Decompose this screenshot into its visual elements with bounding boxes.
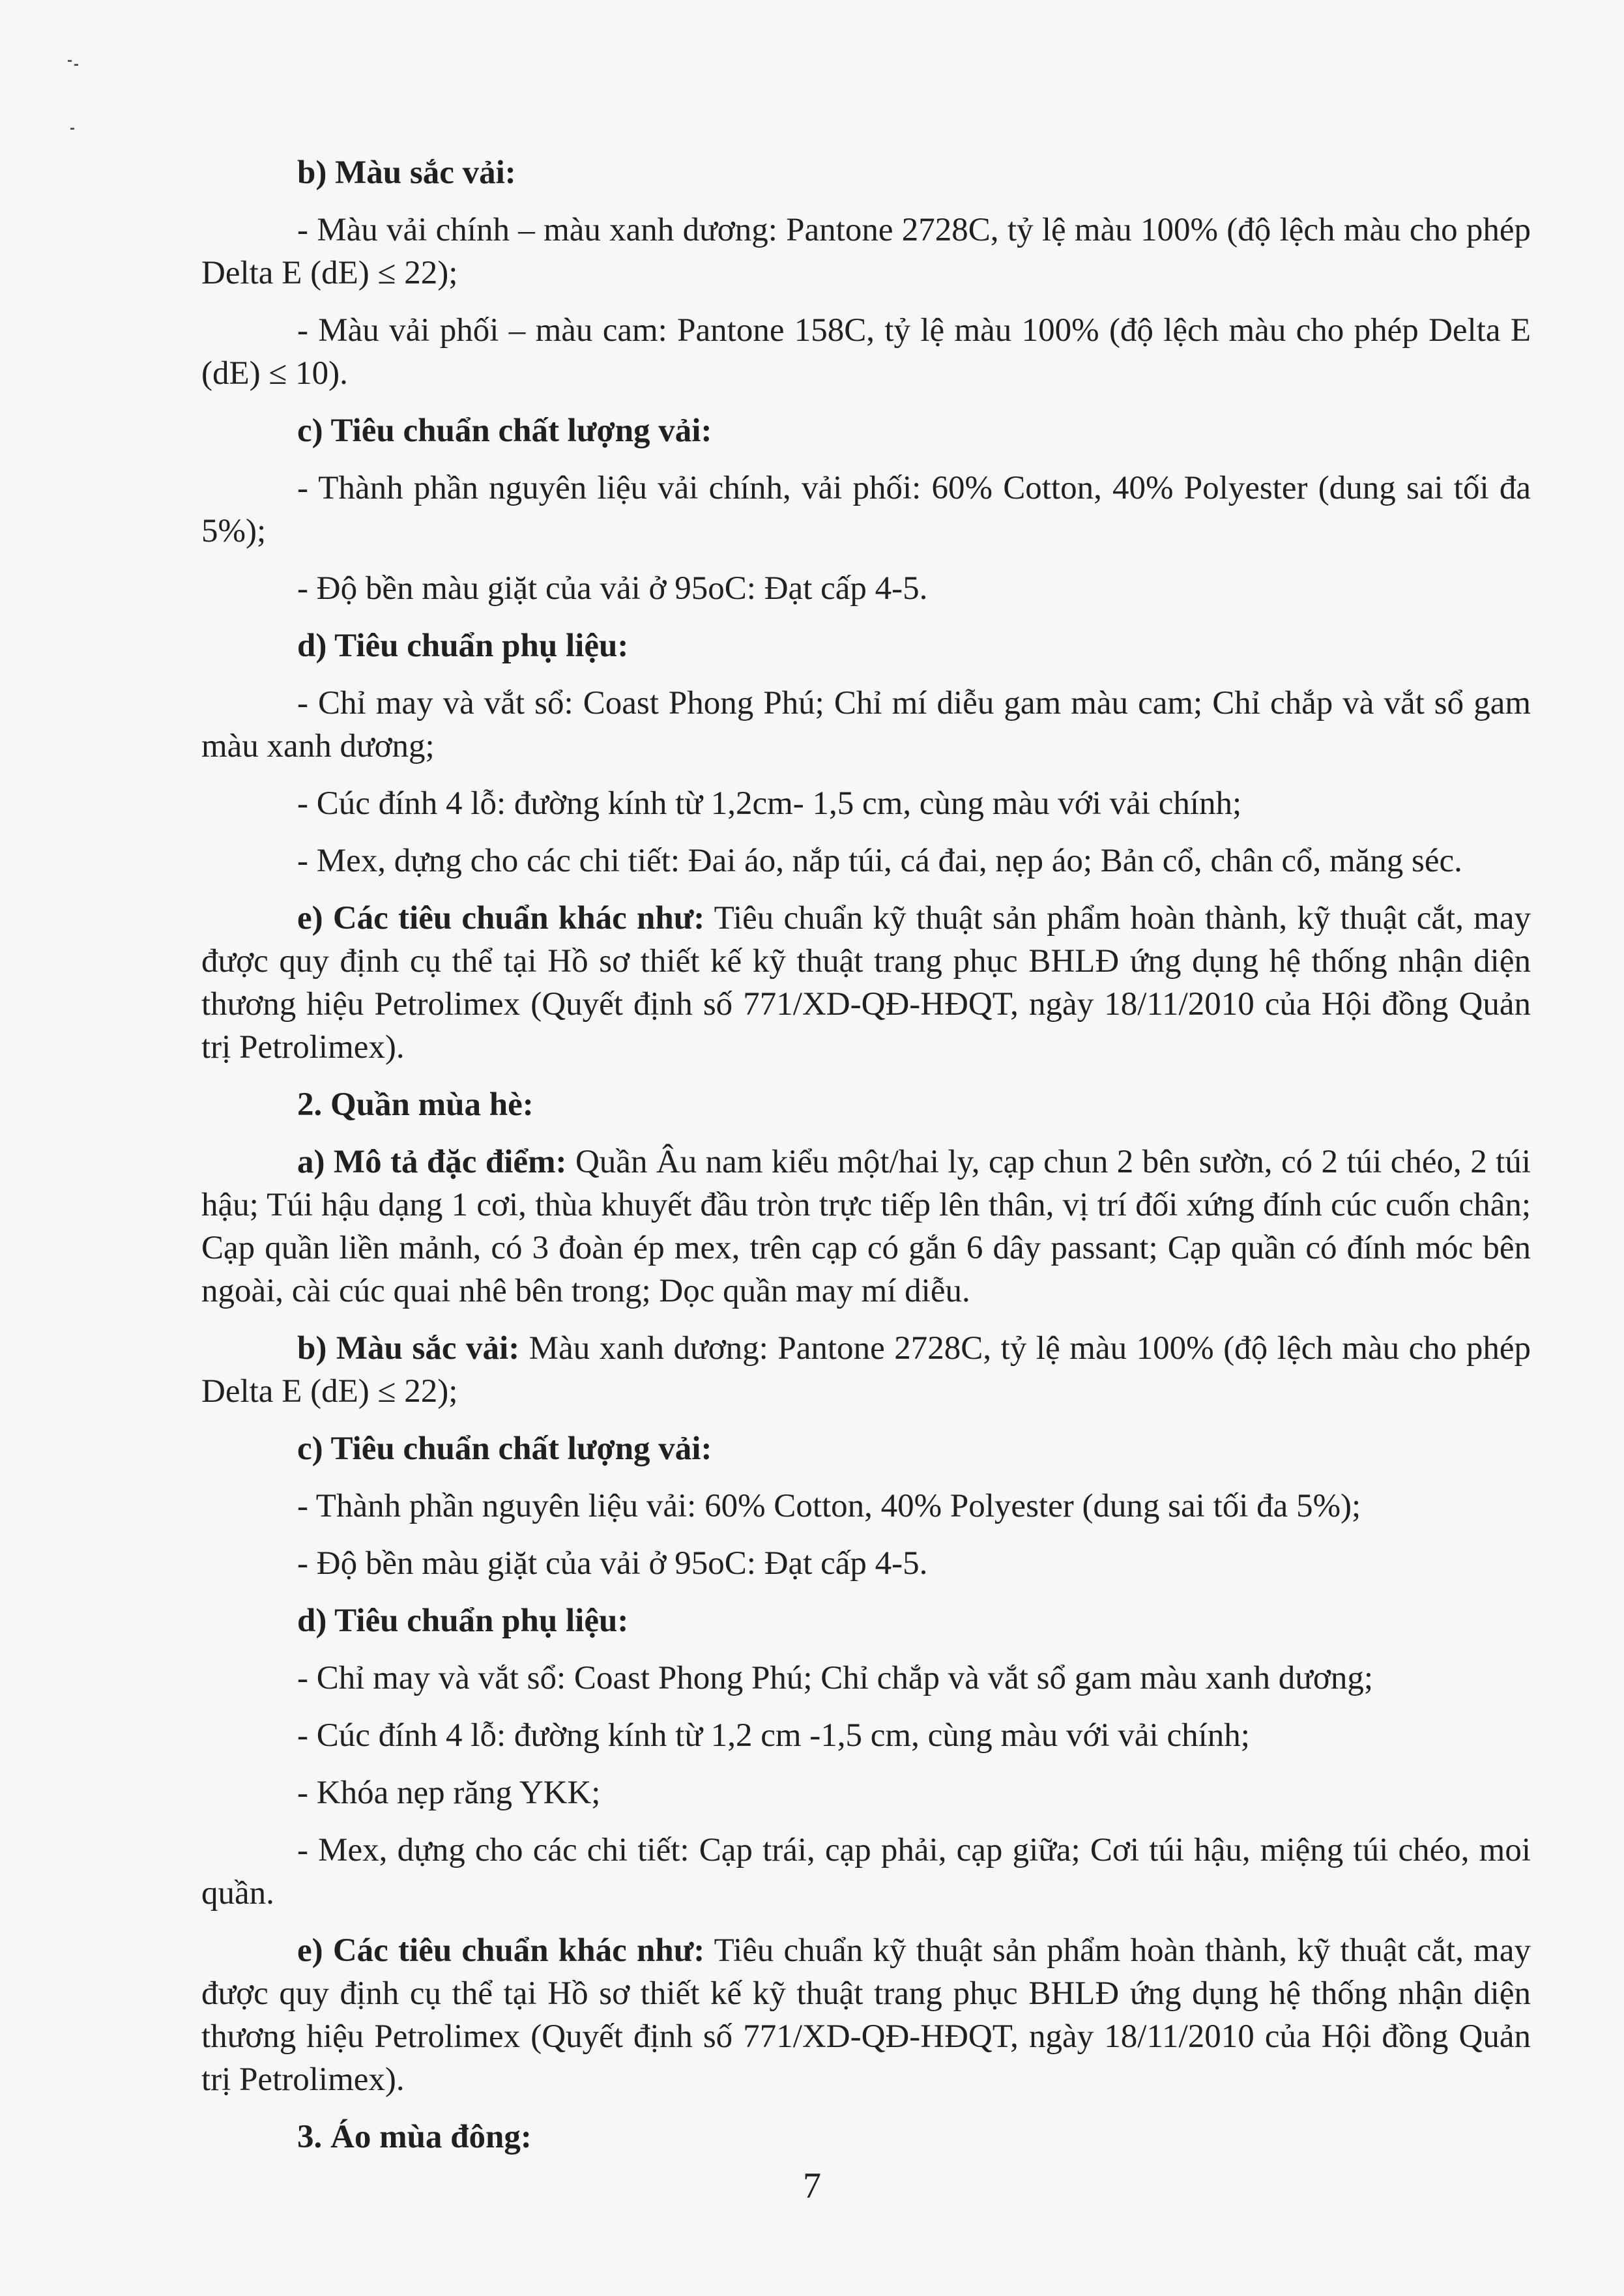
paragraph-text: Quần Âu nam kiểu một/hai ly, cạp chun 2 bên sườn, có 2 túi chéo, 2 túi hậu; Túi hậu dạng 1 cơi, thùa khuyết đầu tròn trực tiếp lên thân, vị trí đối xứng đính cúc cuốn chân; Cạp quần liền mảnh, có 3 đoàn ép mex, trên cạp có gắn 6 dây passant; Cạp quần có đính móc bên ngoài, cài cúc quai nhê bên trong; Dọc quần may mí diễu. <box>201 1144 1531 1309</box>
paragraph-lead: a) Mô tả đặc điểm: <box>297 1144 567 1180</box>
paragraph: - Khóa nẹp răng YKK; <box>297 1775 601 1811</box>
paragraph-lead: e) Các tiêu chuẩn khác như: <box>297 1932 705 1969</box>
paragraph: - Thành phần nguyên liệu vải chính, vải phối: 60% Cotton, 40% Polyester (dung sai tối đa 5%); <box>201 470 1531 549</box>
scan-speck <box>70 128 74 130</box>
paragraph: - Chỉ may và vắt sổ: Coast Phong Phú; Chỉ chắp và vắt sổ gam màu xanh dương; <box>297 1660 1374 1696</box>
scan-speck <box>74 64 78 66</box>
scan-speck <box>68 60 72 62</box>
document-body <box>201 151 1531 2173</box>
section-heading: 2. Quần mùa hè: <box>297 1086 534 1123</box>
paragraph: - Chỉ may và vắt sổ: Coast Phong Phú; Chỉ mí diễu gam màu cam; Chỉ chắp và vắt sổ gam màu xanh dương; <box>201 685 1531 764</box>
paragraph: - Độ bền màu giặt của vải ở 95oC: Đạt cấp 4-5. <box>297 570 928 607</box>
section-heading: d) Tiêu chuẩn phụ liệu: <box>297 1603 629 1639</box>
section-heading: b) Màu sắc vải: <box>297 154 516 191</box>
paragraph: - Cúc đính 4 lỗ: đường kính từ 1,2 cm -1,5 cm, cùng màu với vải chính; <box>297 1717 1250 1754</box>
paragraph-with-lead <box>201 1327 1531 1413</box>
paragraph-text: Tiêu chuẩn kỹ thuật sản phẩm hoàn thành, kỹ thuật cắt, may được quy định cụ thể tại Hồ sơ thiết kế kỹ thuật trang phục BHLĐ ứng dụng hệ thống nhận diện thương hiệu Petrolimex (Quyết định số 771/XD-QĐ-HĐQT, ngày 18/11/2010 của Hội đồng Quản trị Petrolimex). <box>201 1932 1531 2098</box>
paragraph: - Màu vải phối – màu cam: Pantone 158C, tỷ lệ màu 100% (độ lệch màu cho phép Delta E (dE) ≤ 10). <box>201 312 1531 392</box>
paragraph-with-lead <box>201 1141 1531 1313</box>
paragraph: - Mex, dựng cho các chi tiết: Cạp trái, cạp phải, cạp giữa; Cơi túi hậu, miệng túi chéo, moi quần. <box>201 1832 1531 1911</box>
paragraph-lead: e) Các tiêu chuẩn khác như: <box>297 900 705 937</box>
page-number: 7 <box>803 2166 821 2206</box>
paragraph-with-lead <box>201 1929 1531 2101</box>
paragraph: - Cúc đính 4 lỗ: đường kính từ 1,2cm- 1,5 cm, cùng màu với vải chính; <box>297 785 1242 822</box>
section-heading: c) Tiêu chuẩn chất lượng vải: <box>297 1431 712 1467</box>
paragraph-lead: b) Màu sắc vải: <box>297 1330 520 1367</box>
section-heading: c) Tiêu chuẩn chất lượng vải: <box>297 413 712 449</box>
paragraph: - Mex, dựng cho các chi tiết: Đai áo, nắp túi, cá đai, nẹp áo; Bản cổ, chân cổ, măng séc. <box>297 843 1462 879</box>
section-heading: 3. Áo mùa đông: <box>297 2119 532 2155</box>
paragraph-text: Tiêu chuẩn kỹ thuật sản phẩm hoàn thành, kỹ thuật cắt, may được quy định cụ thể tại Hồ sơ thiết kế kỹ thuật trang phục BHLĐ ứng dụng hệ thống nhận diện thương hiệu Petrolimex (Quyết định số 771/XD-QĐ-HĐQT, ngày 18/11/2010 của Hội đồng Quản trị Petrolimex). <box>201 900 1531 1066</box>
section-heading: d) Tiêu chuẩn phụ liệu: <box>297 628 629 664</box>
paragraph-with-lead <box>201 897 1531 1069</box>
paragraph-text: Màu xanh dương: Pantone 2728C, tỷ lệ màu 100% (độ lệch màu cho phép Delta E (dE) ≤ 22); <box>201 1330 1531 1410</box>
paragraph: - Màu vải chính – màu xanh dương: Pantone 2728C, tỷ lệ màu 100% (độ lệch màu cho phép Delta E (dE) ≤ 22); <box>201 212 1531 291</box>
paragraph: - Thành phần nguyên liệu vải: 60% Cotton, 40% Polyester (dung sai tối đa 5%); <box>297 1488 1361 1524</box>
paragraph: - Độ bền màu giặt của vải ở 95oC: Đạt cấp 4-5. <box>297 1545 928 1582</box>
